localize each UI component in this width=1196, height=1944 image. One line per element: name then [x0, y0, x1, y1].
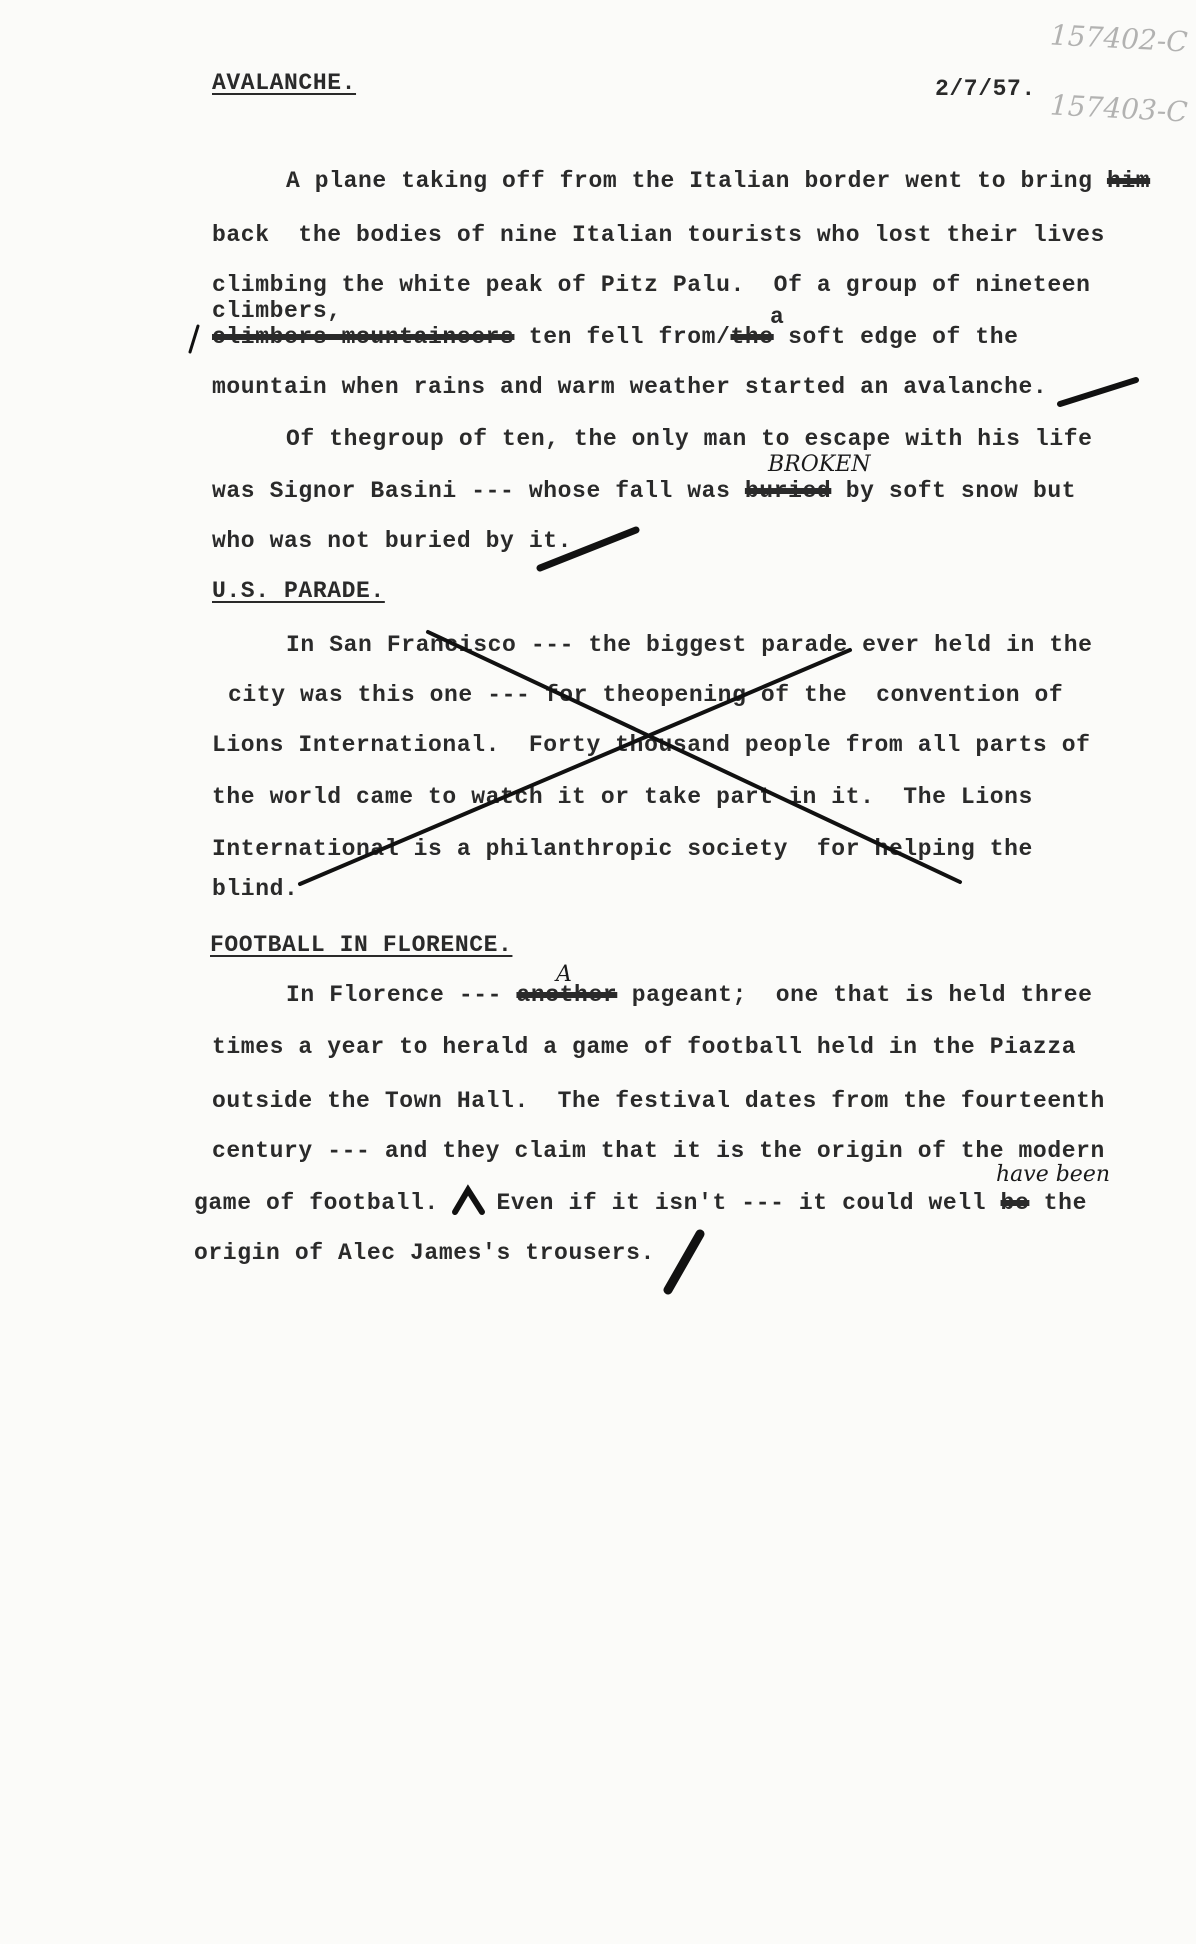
football-line-1: In Florence --- another pageant; one that is held three: [286, 982, 1093, 1008]
handwritten-have-been: have been: [996, 1162, 1111, 1187]
margin-ref-1: 157402-C: [1049, 18, 1189, 59]
end-mark-football: [668, 1234, 700, 1290]
struck-word-another: another: [516, 982, 618, 1008]
avalanche-line-6: Of thegroup of ten, the only man to escape with his life: [286, 426, 1093, 452]
avalanche-line-4: climbers mountaineers ten fell from/the soft edge of the: [212, 324, 1019, 350]
parade-line-5: International is a philanthropic society for helping the: [212, 836, 1033, 862]
parade-line-6: blind.: [212, 876, 299, 902]
avalanche-line-1: A plane taking off from the Italian border went to bring him: [286, 168, 1151, 194]
end-mark-avalanche: [1060, 380, 1136, 404]
handwritten-a: A: [556, 962, 572, 987]
football-line-4: century --- and they claim that it is the origin of the modern: [212, 1138, 1105, 1164]
struck-word-the: the: [730, 324, 774, 350]
avalanche-line-8: who was not buried by it.: [212, 528, 573, 554]
insert-slash-mark: [190, 326, 198, 352]
football-line-5: game of football. Even if it isn't --- it could well be the: [194, 1190, 1087, 1216]
avalanche-line-2: back the bodies of nine Italian tourists who lost their lives: [212, 222, 1105, 248]
end-mark-buried: [540, 530, 636, 568]
avalanche-line-7: was Signor Basini --- whose fall was buried by soft snow but: [212, 478, 1077, 504]
handwritten-broken: BROKEN: [768, 452, 871, 477]
struck-word-buried: buried: [744, 478, 832, 504]
insert-caret-mark: [455, 1190, 482, 1212]
section-heading-parade: U.S. PARADE.: [212, 578, 385, 604]
parade-line-4: the world came to watch it or take part in it. The Lions: [212, 784, 1033, 810]
section-heading-avalanche: AVALANCHE.: [212, 70, 357, 96]
cross-out-stroke-1: [428, 632, 960, 882]
struck-phrase-climbers: climbers mountaineers: [212, 324, 515, 350]
football-line-3: outside the Town Hall. The festival dates from the fourteenth: [212, 1088, 1105, 1114]
parade-line-3: Lions International. Forty thousand people from all parts of: [212, 732, 1091, 758]
struck-word-him: him: [1106, 168, 1151, 194]
section-heading-football: FOOTBALL IN FLORENCE.: [210, 932, 513, 958]
avalanche-line-3: climbing the white peak of Pitz Palu. Of a group of nineteen: [212, 272, 1091, 298]
parade-line-2: city was this one --- for theopening of the convention of: [228, 682, 1064, 708]
margin-ref-2: 157403-C: [1049, 88, 1189, 129]
parade-line-1: In San Francisco --- the biggest parade ever held in the: [286, 632, 1093, 658]
avalanche-line-5: mountain when rains and warm weather started an avalanche.: [212, 374, 1048, 400]
football-line-2: times a year to herald a game of football held in the Piazza: [212, 1034, 1077, 1060]
struck-word-be: be: [1000, 1190, 1030, 1216]
football-line-6: origin of Alec James's trousers.: [194, 1240, 655, 1266]
avalanche-insert-a: a: [770, 304, 785, 330]
document-date: 2/7/57.: [935, 76, 1036, 102]
avalanche-insert-climbers: climbers,: [212, 298, 342, 324]
cross-out-stroke-2: [300, 650, 850, 884]
